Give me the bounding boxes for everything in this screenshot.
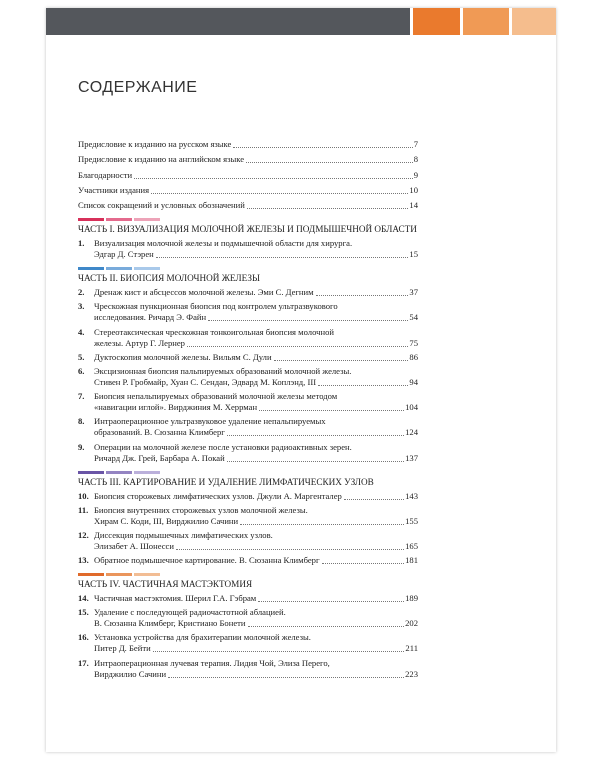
- chapter-title: Удаление с последующей радиочастотной аблацией.: [94, 607, 286, 618]
- leader-dots: [156, 257, 409, 258]
- chapter-body: [94, 301, 418, 323]
- chapter-number: 2.: [78, 287, 85, 298]
- chapter-text: Дуктоскопия молочной железы. Вильям С. Дули: [94, 351, 272, 362]
- chapter-entry[interactable]: [78, 491, 418, 502]
- chapter-title: Биопсия внутренних сторожевых узлов молочной железы.: [94, 504, 308, 515]
- header-bar-orange-1: [413, 8, 460, 35]
- chapter-entry[interactable]: [78, 632, 418, 654]
- chapter-text: Стивен Р. Гробмайр, Хуан С. Сендан, Эдвард М. Коплэнд, III: [94, 376, 317, 387]
- leader-dots: [168, 677, 404, 678]
- chapter-body: [94, 442, 418, 464]
- chapter-body: [94, 607, 418, 629]
- chapter-text: исследования. Ричард Э. Файн: [94, 312, 207, 323]
- chapter-entry[interactable]: [78, 416, 418, 438]
- chapter-entry[interactable]: [78, 505, 418, 527]
- chapter-last-line: [94, 377, 418, 388]
- separator-swatch: [78, 471, 104, 474]
- separator-swatch: [106, 218, 132, 221]
- chapter-page: 165: [405, 540, 418, 551]
- chapter-entry[interactable]: [78, 287, 418, 298]
- chapter-text: Питер Д. Бейти: [94, 643, 151, 654]
- chapter-number: 15.: [78, 607, 89, 618]
- chapter-last-line: [94, 312, 418, 323]
- toc-entry-title: Благодарности: [78, 169, 133, 180]
- chapter-text: Биопсия сторожевых лимфатических узлов. Джули А. Маргенталер: [94, 490, 342, 501]
- chapter-last-line: [94, 516, 418, 527]
- chapter-page: 15: [409, 249, 418, 260]
- separator-swatch: [78, 218, 104, 221]
- header-color-bar: [46, 8, 556, 35]
- leader-dots: [316, 295, 409, 296]
- toc-entry[interactable]: [78, 200, 418, 211]
- chapter-body: [94, 593, 418, 604]
- table-of-contents: [78, 139, 418, 683]
- separator-swatch: [134, 573, 160, 576]
- separator-swatch: [78, 267, 104, 270]
- toc-entry[interactable]: [78, 185, 418, 196]
- chapter-last-line: [94, 338, 418, 349]
- chapter-text: В. Сюзанна Климберг, Кристиано Бонети: [94, 618, 246, 629]
- chapter-last-line: [94, 287, 418, 298]
- chapter-text: образований. В. Сюзанна Климберг: [94, 427, 225, 438]
- leader-dots: [344, 499, 404, 500]
- chapter-title: Диссекция подмышечных лимфатических узлов.: [94, 529, 273, 540]
- part-color-separator: [78, 471, 418, 474]
- chapter-last-line: [94, 541, 418, 552]
- chapter-body: [94, 238, 418, 260]
- chapter-last-line: [94, 555, 418, 566]
- toc-entry-page: 9: [413, 169, 418, 180]
- toc-entry[interactable]: [78, 139, 418, 150]
- chapter-page: 211: [405, 643, 418, 654]
- part-heading: ЧАСТЬ I. ВИЗУАЛИЗАЦИЯ МОЛОЧНОЙ ЖЕЛЕЗЫ И ПОДМЫШЕЧНОЙ ОБЛАСТИ: [78, 224, 417, 235]
- page-title: СОДЕРЖАНИЕ: [78, 79, 198, 96]
- toc-entry-title: Список сокращений и условных обозначений: [78, 200, 245, 211]
- chapter-text: Вирджилио Сачини: [94, 668, 167, 679]
- leader-dots: [258, 601, 404, 602]
- chapter-entry[interactable]: [78, 658, 418, 680]
- leader-dots: [187, 346, 408, 347]
- part-heading: ЧАСТЬ II. БИОПСИЯ МОЛОЧНОЙ ЖЕЛЕЗЫ: [78, 273, 260, 284]
- leader-dots: [246, 162, 413, 163]
- chapter-last-line: [94, 427, 418, 438]
- toc-entry-page: 14: [409, 200, 418, 211]
- chapter-number: 11.: [78, 504, 89, 515]
- chapter-title: Визуализация молочной железы и подмышечной области для хирурга.: [94, 238, 353, 249]
- chapter-number: 1.: [78, 238, 85, 249]
- chapter-number: 8.: [78, 416, 85, 427]
- chapter-page: 54: [409, 312, 418, 323]
- header-bar-orange-3: [512, 8, 556, 35]
- chapter-number: 3.: [78, 301, 85, 312]
- separator-swatch: [134, 471, 160, 474]
- chapter-title: Эксцизионная биопсия пальпируемых образований молочной железы.: [94, 365, 352, 376]
- chapter-entry[interactable]: [78, 238, 418, 260]
- chapter-text: Дренаж кист и абсцессов молочной железы. Эми С. Дегним: [94, 287, 314, 298]
- chapter-number: 5.: [78, 351, 85, 362]
- separator-swatch: [78, 573, 104, 576]
- chapter-text: Обратное подмышечное картирование. В. Сюзанна Климберг: [94, 555, 320, 566]
- leader-dots: [233, 147, 412, 148]
- chapter-title: Установка устройства для брахитерапии молочной железы.: [94, 632, 311, 643]
- chapter-title: Операции на молочной железе после установки радиоактивных зерен.: [94, 441, 352, 452]
- chapter-page: 155: [405, 515, 418, 526]
- separator-swatch: [106, 267, 132, 270]
- leader-dots: [318, 385, 408, 386]
- chapter-text: Эдгар Д. Стэрен: [94, 249, 154, 260]
- leader-dots: [274, 360, 409, 361]
- chapter-last-line: [94, 352, 418, 363]
- chapter-number: 16.: [78, 632, 89, 643]
- chapter-title: Интраоперационное ультразвуковое удаление непальпируемых: [94, 416, 326, 427]
- header-bar-orange-2: [463, 8, 510, 35]
- chapter-entry[interactable]: [78, 593, 418, 604]
- toc-entry-title: Предисловие к изданию на русском языке: [78, 139, 232, 149]
- chapter-page: 86: [409, 351, 418, 362]
- chapter-number: 17.: [78, 657, 89, 668]
- chapter-text: железы. Артур Г. Лернер: [94, 337, 185, 348]
- front-matter-list: [78, 139, 418, 211]
- chapter-body: [94, 352, 418, 363]
- chapter-last-line: [94, 669, 418, 680]
- chapter-number: 6.: [78, 365, 85, 376]
- leader-dots: [208, 320, 408, 321]
- chapter-body: [94, 505, 418, 527]
- chapter-body: [94, 416, 418, 438]
- chapter-title: Интраоперационная лучевая терапия. Лидия Чой, Элиза Перего,: [94, 657, 330, 668]
- chapter-page: 189: [405, 593, 418, 604]
- chapter-last-line: [94, 491, 418, 502]
- part-heading: ЧАСТЬ III. КАРТИРОВАНИЕ И УДАЛЕНИЕ ЛИМФАТИЧЕСКИХ УЗЛОВ: [78, 476, 374, 487]
- toc-entry-title: Участники издания: [78, 184, 150, 195]
- chapter-body: [94, 555, 418, 566]
- toc-entry-title: Предисловие к изданию на английском языке: [78, 154, 245, 165]
- chapter-text: Элизабет А. Шонесси: [94, 540, 174, 551]
- leader-dots: [151, 193, 408, 194]
- chapter-entry[interactable]: [78, 391, 418, 413]
- chapter-page: 143: [405, 490, 418, 501]
- part-color-separator: [78, 573, 418, 576]
- header-bar-gray: [46, 8, 410, 35]
- chapter-body: [94, 491, 418, 502]
- leader-dots: [247, 208, 409, 209]
- leader-dots: [134, 178, 413, 179]
- chapter-entry[interactable]: [78, 442, 418, 464]
- chapter-text: «навигации иглой». Вирджиния М. Херрман: [94, 402, 258, 413]
- chapter-page: 202: [405, 618, 418, 629]
- book-page: [46, 8, 556, 752]
- chapter-page: 37: [409, 287, 418, 298]
- chapter-entry[interactable]: [78, 366, 418, 388]
- chapter-last-line: [94, 618, 418, 629]
- chapter-entry[interactable]: [78, 301, 418, 323]
- chapter-body: [94, 658, 418, 680]
- separator-swatch: [106, 573, 132, 576]
- chapter-body: [94, 287, 418, 298]
- toc-entry[interactable]: [78, 154, 418, 165]
- leader-dots: [153, 651, 405, 652]
- part-color-separator: [78, 218, 418, 221]
- chapter-page: 94: [409, 376, 418, 387]
- chapter-body: [94, 530, 418, 552]
- chapter-number: 7.: [78, 391, 85, 402]
- leader-dots: [227, 435, 404, 436]
- chapter-body: [94, 366, 418, 388]
- toc-entry-page: 8: [413, 154, 418, 165]
- separator-swatch: [106, 471, 132, 474]
- chapter-page: 223: [405, 668, 418, 679]
- chapter-body: [94, 391, 418, 413]
- chapter-page: 75: [409, 337, 418, 348]
- chapter-page: 124: [405, 427, 418, 438]
- chapter-title: Биопсия непальпируемых образований молочной железы методом: [94, 391, 338, 402]
- chapter-title: Чрескожная пункционная биопсия под контролем ультразвукового: [94, 301, 338, 312]
- chapter-entry[interactable]: [78, 607, 418, 629]
- leader-dots: [248, 626, 405, 627]
- chapter-page: 181: [405, 555, 418, 566]
- chapter-text: Хирам С. Коди, III, Вирджилио Сачини: [94, 515, 239, 526]
- part-heading: ЧАСТЬ IV. ЧАСТИЧНАЯ МАСТЭКТОМИЯ: [78, 579, 253, 590]
- leader-dots: [322, 563, 405, 564]
- chapter-last-line: [94, 402, 418, 413]
- separator-swatch: [134, 218, 160, 221]
- chapter-number: 13.: [78, 555, 89, 566]
- chapter-last-line: [94, 593, 418, 604]
- leader-dots: [259, 410, 404, 411]
- chapter-page: 137: [405, 452, 418, 463]
- chapter-title: Стереотаксическая чрескожная тонкоигольная биопсия молочной: [94, 326, 334, 337]
- chapter-entry[interactable]: [78, 327, 418, 349]
- chapter-last-line: [94, 453, 418, 464]
- leader-dots: [227, 461, 404, 462]
- part-color-separator: [78, 267, 418, 270]
- chapter-entry[interactable]: [78, 555, 418, 566]
- chapter-number: 12.: [78, 529, 89, 540]
- chapter-number: 10.: [78, 490, 89, 501]
- chapter-body: [94, 632, 418, 654]
- chapter-last-line: [94, 249, 418, 260]
- chapter-last-line: [94, 643, 418, 654]
- chapter-number: 4.: [78, 326, 85, 337]
- parts-list: [78, 218, 418, 679]
- leader-dots: [240, 524, 404, 525]
- chapter-body: [94, 327, 418, 349]
- leader-dots: [176, 549, 404, 550]
- chapter-text: Ричард Дж. Грей, Барбара А. Покай: [94, 452, 225, 463]
- toc-entry-page: 7: [413, 139, 418, 149]
- chapter-entry[interactable]: [78, 352, 418, 363]
- toc-entry-page: 10: [409, 184, 418, 195]
- separator-swatch: [134, 267, 160, 270]
- chapter-entry[interactable]: [78, 530, 418, 552]
- chapter-text: Частичная мастэктомия. Шерил Г.А. Гэбрам: [94, 593, 257, 604]
- toc-entry[interactable]: [78, 170, 418, 181]
- chapter-number: 14.: [78, 593, 89, 604]
- chapter-page: 104: [405, 402, 418, 413]
- chapter-number: 9.: [78, 441, 85, 452]
